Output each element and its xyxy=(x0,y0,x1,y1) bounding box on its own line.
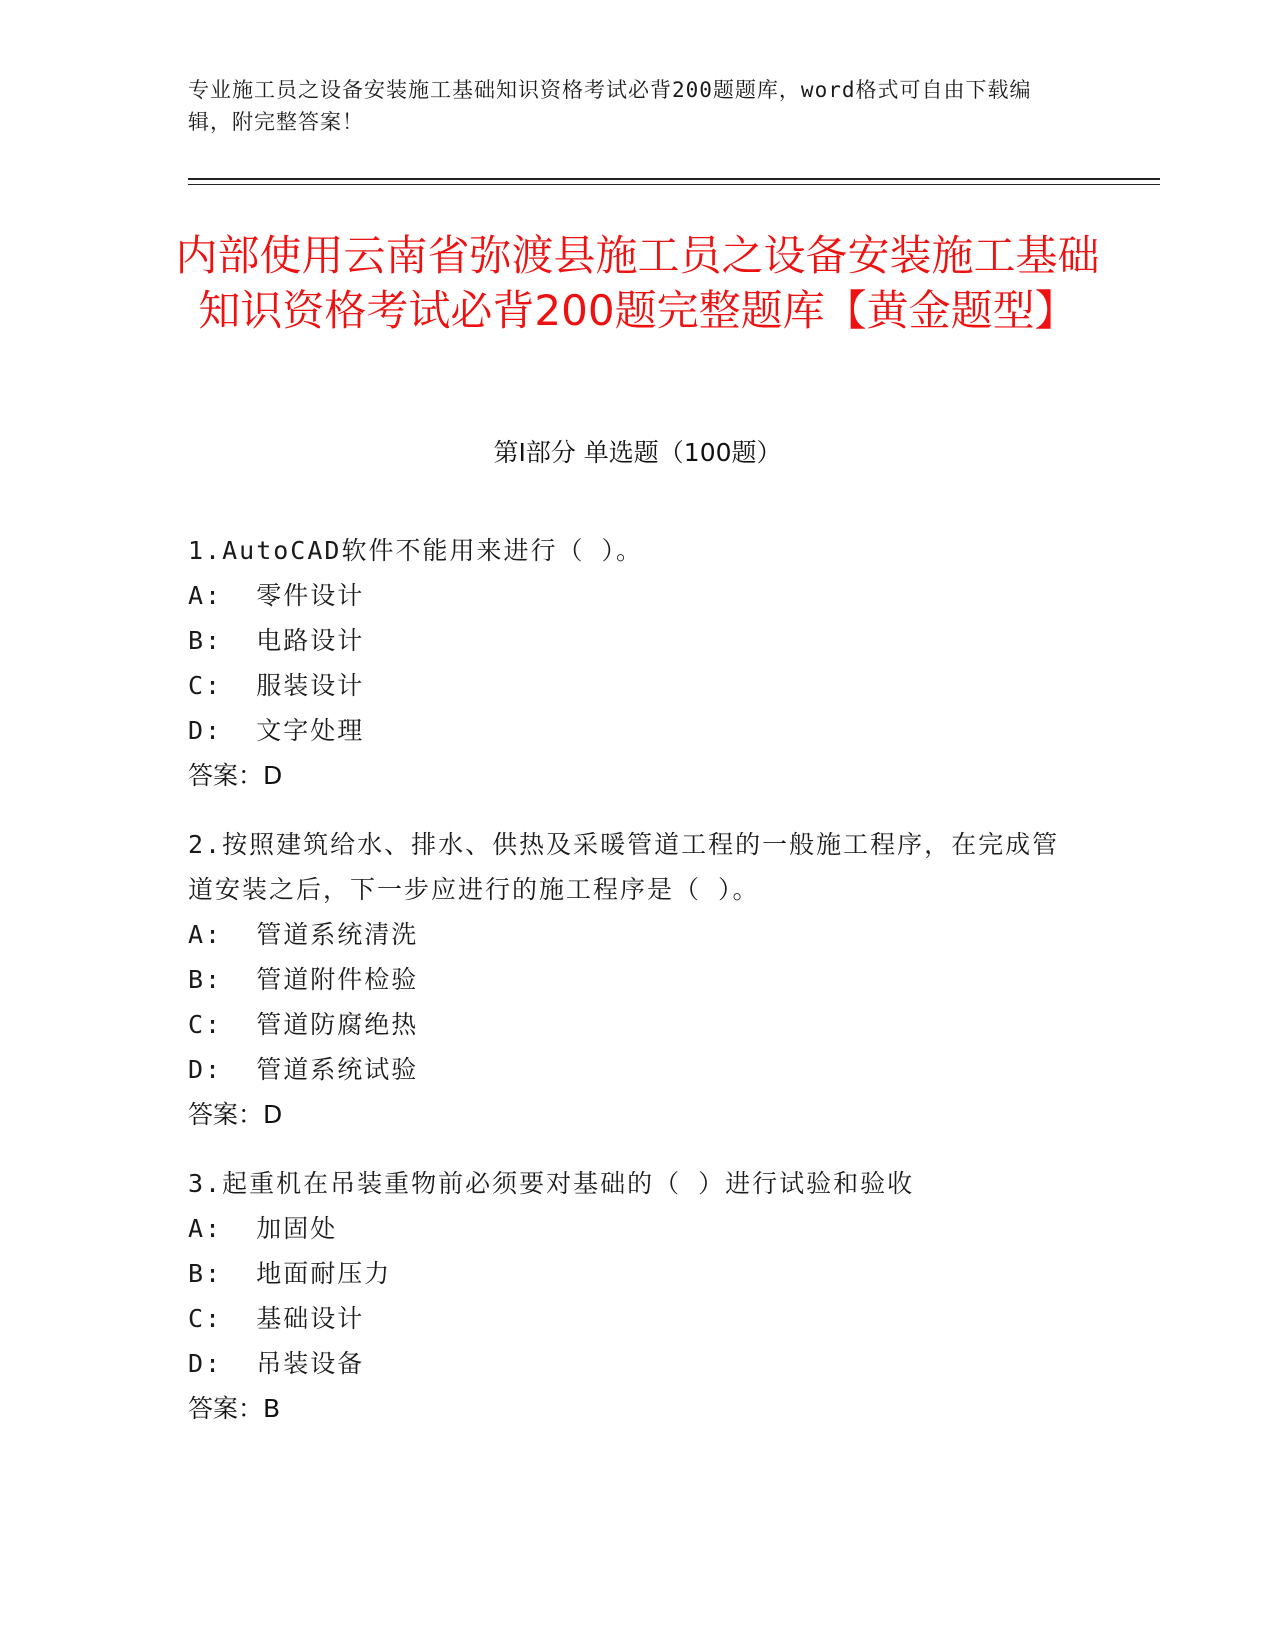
option-a: A: 加固处 xyxy=(188,1214,338,1243)
header-divider-thick xyxy=(188,178,1160,180)
answer: 答案：B xyxy=(188,1394,281,1423)
answer: 答案：D xyxy=(188,1100,283,1129)
header-note: 专业施工员之设备安装施工基础知识资格考试必背200题题库，word格式可自由下载编辑，附完整答案！ xyxy=(188,78,1032,134)
option-d: D: 文字处理 xyxy=(188,716,365,745)
question-stem: 3.起重机在吊装重物前必须要对基础的（ ）进行试验和验收 xyxy=(188,1169,915,1198)
option-d: D: 吊装设备 xyxy=(188,1349,365,1378)
option-b: B: 地面耐压力 xyxy=(188,1259,392,1288)
section-heading: 第Ⅰ部分 单选题（100题） xyxy=(493,438,782,467)
question-list xyxy=(188,528,1068,1455)
question-3 xyxy=(188,1161,1068,1431)
option-c: C: 服装设计 xyxy=(188,671,365,700)
option-b: B: 管道附件检验 xyxy=(188,965,419,994)
option-b: B: 电路设计 xyxy=(188,626,365,655)
question-2 xyxy=(188,822,1068,1137)
option-c: C: 管道防腐绝热 xyxy=(188,1010,419,1039)
option-c: C: 基础设计 xyxy=(188,1304,365,1333)
option-d: D: 管道系统试验 xyxy=(188,1055,419,1084)
document-title: 内部使用云南省弥渡县施工员之设备安装施工基础知识资格考试必背200题完整题库【黄金题型】 xyxy=(175,231,1100,335)
option-a: A: 零件设计 xyxy=(188,581,365,610)
option-a: A: 管道系统清洗 xyxy=(188,920,419,949)
answer: 答案：D xyxy=(188,761,283,790)
question-1 xyxy=(188,528,1068,798)
header-divider-thin xyxy=(188,184,1160,185)
question-stem: 2.按照建筑给水、排水、供热及采暖管道工程的一般施工程序，在完成管道安装之后，下一步应进行的施工程序是（ ）。 xyxy=(188,830,1060,904)
question-stem: 1.AutoCAD软件不能用来进行（ ）。 xyxy=(188,536,644,565)
